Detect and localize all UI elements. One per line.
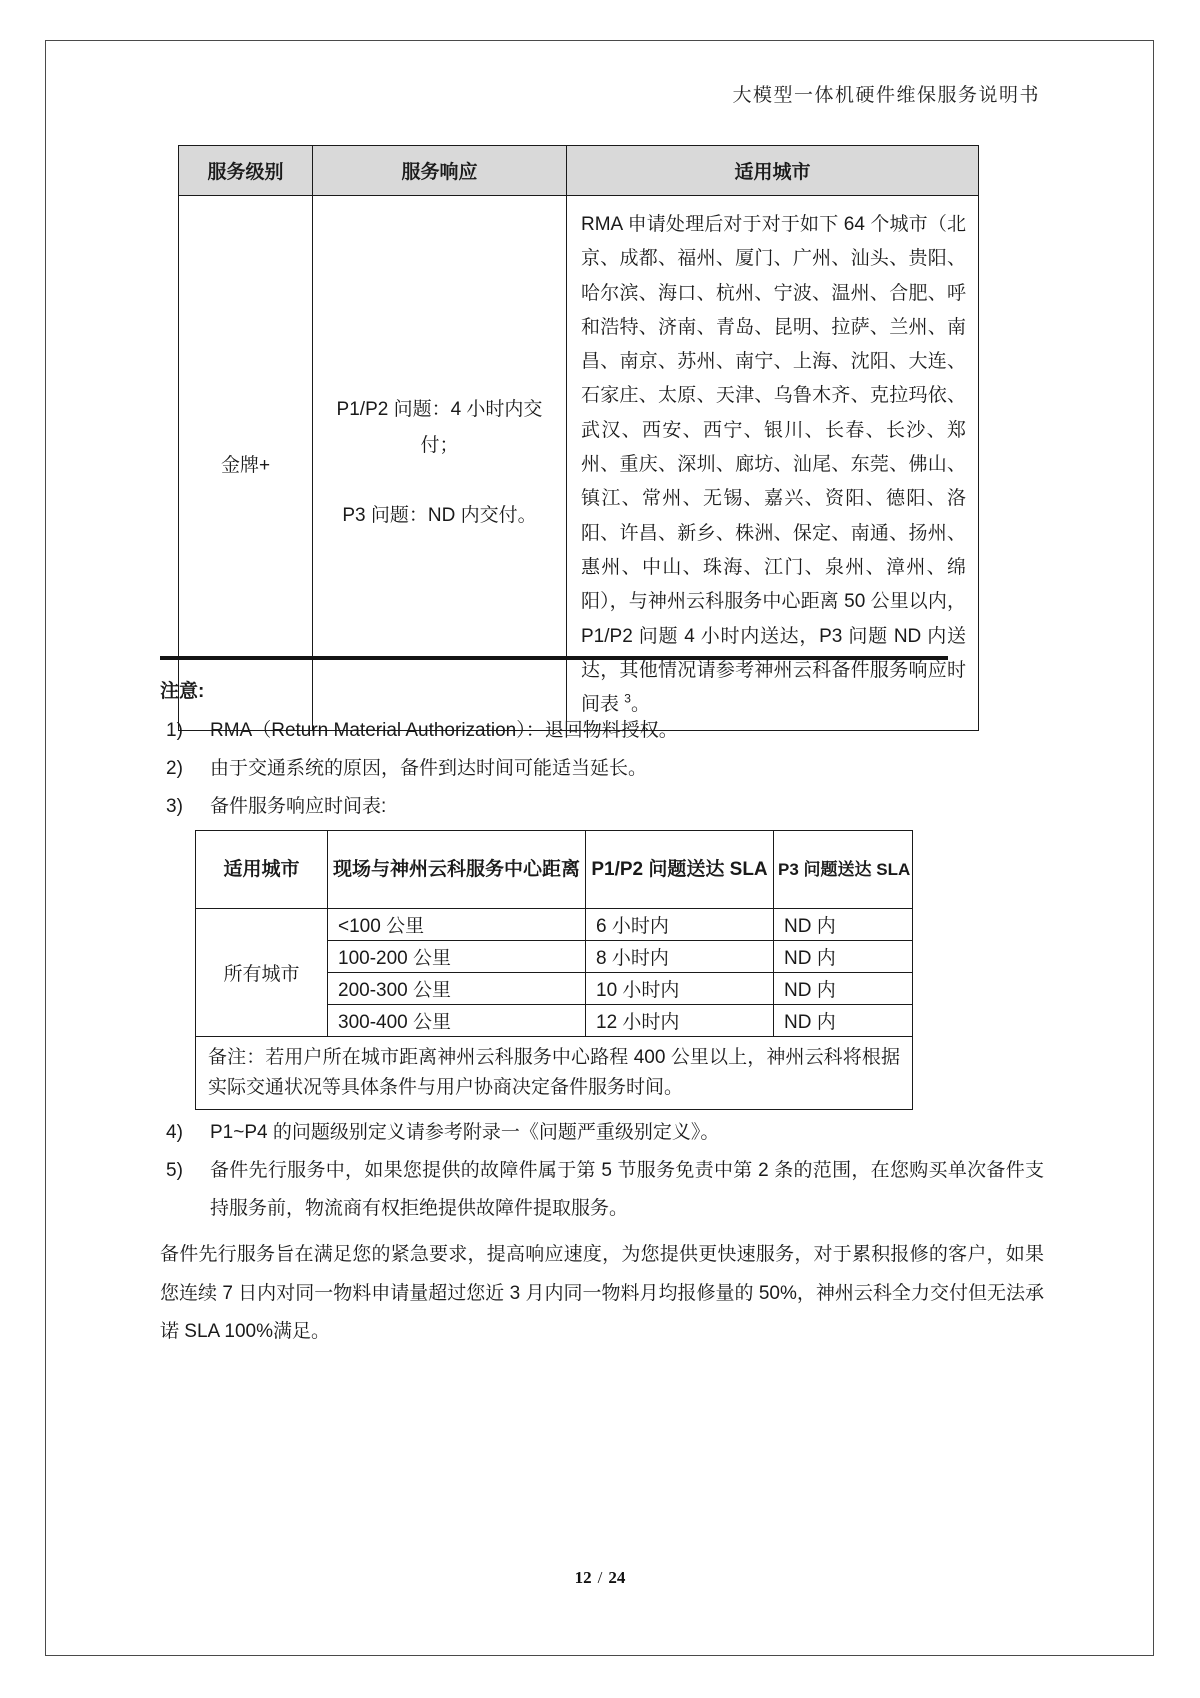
note-item-1 xyxy=(160,712,1044,750)
sla-table-header-row xyxy=(196,831,913,909)
cities-text-end: 。 xyxy=(630,694,650,716)
service-response-cell xyxy=(313,196,567,731)
document-header-title: 大模型一体机硬件维保服务说明书 xyxy=(732,85,1040,106)
footnote-reference: 3 xyxy=(624,691,631,706)
note-text: 备件服务响应时间表: xyxy=(210,796,387,817)
note-number: 1) xyxy=(166,720,183,741)
note-item-3 xyxy=(160,788,1044,826)
sla-header-p1p2: P1/P2 问题送达 SLA xyxy=(586,831,774,909)
service-level-cell: 金牌+ xyxy=(179,196,313,731)
notes-title: 注意: xyxy=(160,681,205,702)
sla-p1p2-cell: 12 小时内 xyxy=(586,1005,774,1037)
page-number-separator: / xyxy=(597,1568,603,1587)
sla-p1p2-cell: 10 小时内 xyxy=(586,973,774,1005)
cities-text: RMA 申请处理后对于对于如下 64 个城市（北京、成都、福州、厦门、广州、汕头、贵阳、哈尔滨、海口、杭州、宁波、温州、合肥、呼和浩特、济南、青岛、昆明、拉萨、兰州、南昌、南京、苏州、南宁、上海、沈阳、大连、石家庄、太原、天津、乌鲁木齐、克拉玛依、武汉、西安、西宁、银川、长春、长沙、郑州、重庆、深圳、廊坊、汕尾、东莞、佛山、镇江、常州、无锡、嘉兴、资阳、德阳、洛阳、许昌、新乡、株洲、保定、南通、扬州、惠州、中山、珠海、江门、泉州、漳州、绵阳），与神州云科服务中心距离 50 公里以内，P1/P2 问题 4 小时内送达，P3 问题 ND 内送达，其他情况请参考神州云科备件服务响应时间表 xyxy=(581,214,966,716)
note-text: 由于交通系统的原因，备件到达时间可能适当延长。 xyxy=(210,758,648,779)
section-divider-rule xyxy=(160,656,948,660)
service-table-header-row xyxy=(179,146,979,196)
sla-header-distance: 现场与神州云科服务中心距离 xyxy=(328,831,586,909)
sla-table xyxy=(195,830,913,1110)
current-page-number: 12 xyxy=(574,1568,592,1587)
total-page-count: 24 xyxy=(608,1568,626,1587)
note-item-5 xyxy=(160,1152,1044,1228)
sla-row-1 xyxy=(196,909,913,941)
service-table-header-response: 服务响应 xyxy=(313,146,567,196)
sla-distance-cell: 100-200 公里 xyxy=(328,941,586,973)
sla-p1p2-cell: 8 小时内 xyxy=(586,941,774,973)
service-table-header-cities: 适用城市 xyxy=(567,146,979,196)
sla-p1p2-cell: 6 小时内 xyxy=(586,909,774,941)
sla-remark-row xyxy=(196,1037,913,1110)
sla-p3-cell: ND 内 xyxy=(774,973,913,1005)
note-item-2 xyxy=(160,750,1044,788)
note-number: 5) xyxy=(166,1160,183,1181)
sla-distance-cell: 300-400 公里 xyxy=(328,1005,586,1037)
service-table-header-level: 服务级别 xyxy=(179,146,313,196)
closing-paragraph: 备件先行服务旨在满足您的紧急要求，提高响应速度，为您提供更快速服务，对于累积报修的客户，如果您连续 7 日内对同一物料申请量超过您近 3 月内同一物料月均报修量的 50%，神州云科全力交付但无法承诺 SLA 100%满足。 xyxy=(160,1244,1044,1342)
sla-distance-cell: 200-300 公里 xyxy=(328,973,586,1005)
note-number: 3) xyxy=(166,796,183,817)
notes-section xyxy=(160,672,1044,1352)
note-number: 4) xyxy=(166,1122,183,1143)
sla-remark: 备注：若用户所在城市距离神州云科服务中心路程 400 公里以上，神州云科将根据实际交通状况等具体条件与用户协商决定备件服务时间。 xyxy=(196,1037,913,1110)
response-line-p1p2: P1/P2 问题：4 小时内交付； xyxy=(336,399,543,457)
response-line-p3: P3 问题：ND 内交付。 xyxy=(342,505,537,527)
sla-p3-cell: ND 内 xyxy=(774,1005,913,1037)
sla-city-scope-cell: 所有城市 xyxy=(196,909,328,1037)
sla-distance-cell: <100 公里 xyxy=(328,909,586,941)
note-text: P1~P4 的问题级别定义请参考附录一《问题严重级别定义》。 xyxy=(210,1122,720,1143)
page-footer xyxy=(0,1568,1200,1588)
sla-p3-cell: ND 内 xyxy=(774,909,913,941)
note-item-4 xyxy=(160,1114,1044,1152)
note-text: RMA（Return Material Authorization）：退回物料授权。 xyxy=(210,720,678,741)
note-text: 备件先行服务中，如果您提供的故障件属于第 5 节服务免责中第 2 条的范围，在您购买单次备件支持服务前，物流商有权拒绝提供故障件提取服务。 xyxy=(210,1160,1044,1219)
service-table-row xyxy=(179,196,979,731)
sla-p3-cell: ND 内 xyxy=(774,941,913,973)
sla-header-city: 适用城市 xyxy=(196,831,328,909)
applicable-cities-cell xyxy=(567,196,979,731)
sla-header-p3: P3 问题送达 SLA xyxy=(774,831,913,909)
note-number: 2) xyxy=(166,758,183,779)
service-level-table xyxy=(178,145,979,731)
